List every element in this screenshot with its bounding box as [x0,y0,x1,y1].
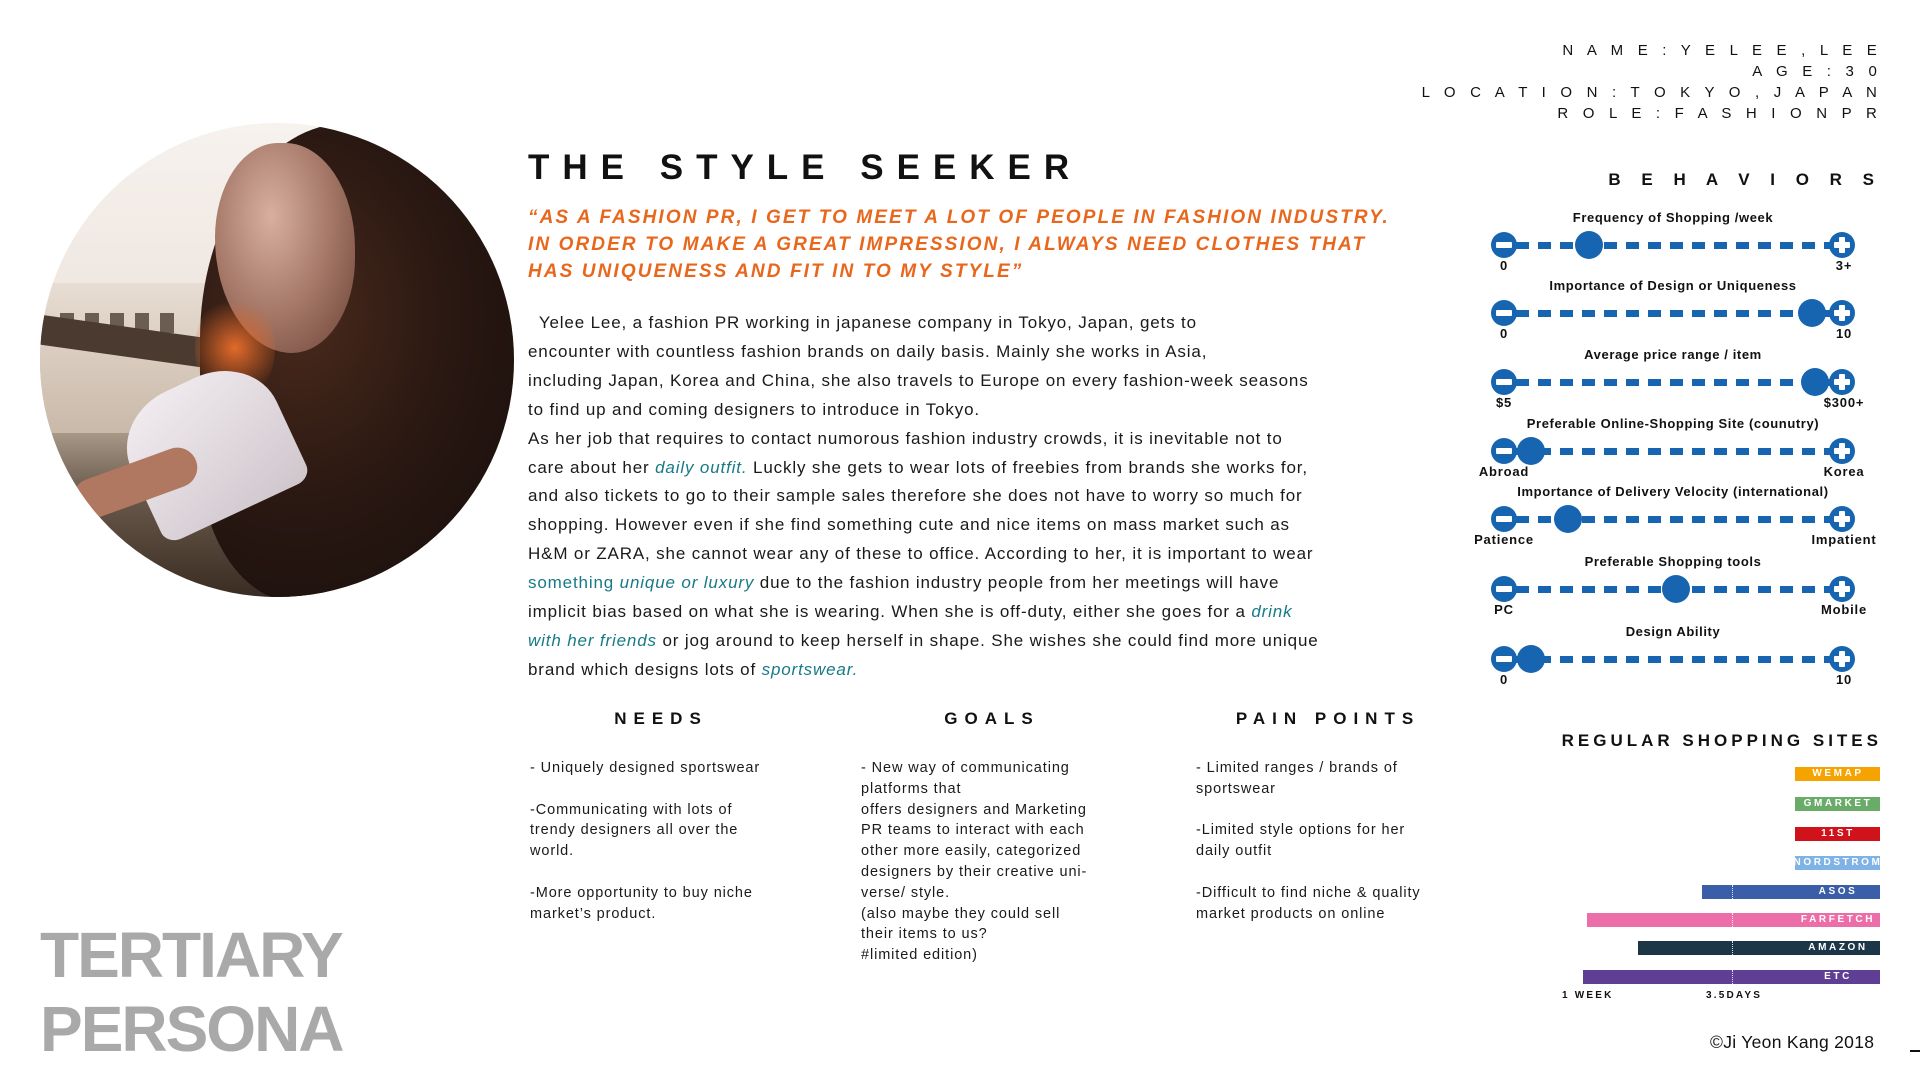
column-line: market products on online [1196,905,1386,922]
page-title: THE STYLE SEEKER [528,148,1083,187]
plus-bar-v [1839,651,1845,667]
bio-text: encounter with countless fashion brands on daily basis. Mainly she works in Asia, [528,341,1208,361]
plus-icon[interactable] [1829,646,1855,672]
column-line: -Communicating with lots of [530,801,733,818]
slider-min-label: 0 [1499,326,1509,341]
column-line: trendy designers all over the [530,822,739,839]
minus-icon[interactable] [1491,300,1517,326]
slider-track[interactable] [1516,242,1830,249]
underscore-mark [1910,1050,1920,1052]
minus-bar [1496,310,1512,316]
slider-knob[interactable] [1517,437,1545,465]
column-line: (also maybe they could sell [861,905,1061,922]
slider-label: Design Ability [1625,624,1721,639]
slider-track[interactable] [1516,448,1830,455]
plus-bar-v [1839,237,1845,253]
quote-line: IN ORDER TO MAKE A GREAT IMPRESSION, I ALWAYS NEED CLOTHES THAT [528,234,1367,255]
column-line: platforms that [861,780,962,797]
plus-icon[interactable] [1829,506,1855,532]
bio-highlight: unique or luxury [619,573,755,593]
quote-line: “AS A FASHION PR, I GET TO MEET A LOT OF PEOPLE IN FASHION INDUSTRY. [528,207,1390,228]
bio-line [528,573,1279,593]
slider-label: Frequency of Shopping /week [1572,210,1774,225]
plus-bar-v [1839,511,1845,527]
bio-highlight: sportswear. [761,659,859,679]
bar-midpoint-divider [1732,941,1733,955]
bio-text: due to the fashion industry people from her meetings will have [754,573,1280,593]
bar-label: ETC [1824,971,1852,982]
bio-text: including Japan, Korea and China, she also travels to Europe on every fashion-week seasons [528,370,1309,390]
slider-max-label: Korea [1823,464,1865,479]
column-line: market’s product. [530,905,657,922]
bio-line [528,631,1319,651]
column-heading-pain-points: PAIN POINTS [1235,709,1421,728]
bar-label: ASOS [1818,886,1858,897]
column-line: their items to us? [861,926,988,943]
persona-tag-line1: TERTIARY [40,919,342,991]
minus-icon[interactable] [1491,438,1517,464]
info-role: R O L E : F A S H I O N P R [1557,105,1882,122]
column-line: offers designers and Marketing [861,801,1087,818]
bio-text: to find up and coming designers to introduce in Tokyo. [528,399,980,419]
minus-bar [1496,516,1512,522]
info-name: N A M E : Y E L E E , L E E [1562,42,1882,59]
minus-icon[interactable] [1491,369,1517,395]
slider-max-label: Mobile [1821,602,1867,617]
slider-min-label: Patience [1474,532,1534,547]
slider-label: Importance of Delivery Velocity (international) [1517,484,1829,499]
bar-label: NORDSTROM [1793,857,1883,868]
plus-icon[interactable] [1829,369,1855,395]
slider-label: Preferable Online-Shopping Site (counutry) [1526,416,1820,431]
slider-max-label: 10 [1835,326,1853,341]
column-line: world. [530,843,575,860]
bio-line [528,313,1197,333]
x-tick-label: 3.5DAYS [1706,990,1763,1001]
bio-line [528,515,1290,535]
slider-min-label: 0 [1499,672,1509,687]
bio-text: and also tickets to go to their sample sales therefore she does not have to worry so much for [528,486,1303,506]
column-line: verse/ style. [861,884,951,901]
bio-line [528,342,1207,362]
minus-bar [1496,379,1512,385]
bio-highlight: drink [1251,602,1293,621]
bio-text: Yelee Lee, a fashion PR working in japanese company in Tokyo, Japan, gets to [528,313,1197,332]
minus-icon[interactable] [1491,232,1517,258]
slider-label: Importance of Design or Uniqueness [1549,278,1797,293]
slider-max-label: Impatient [1811,532,1877,547]
slider-min-label: 0 [1499,258,1509,273]
bio-text: brand which designs lots of [528,659,762,679]
plus-bar-v [1839,581,1845,597]
info-age: A G E : 3 0 [1752,63,1882,80]
bar-midpoint-divider [1732,885,1733,899]
minus-icon[interactable] [1491,506,1517,532]
plus-icon[interactable] [1829,576,1855,602]
slider-knob[interactable] [1801,368,1829,396]
bio-text: or jog around to keep herself in shape. She wishes she could find more unique [656,630,1319,650]
bar-midpoint-divider [1732,970,1733,984]
bio-line [528,429,1283,449]
bio-text: Luckly she gets to wear lots of freebies from brands she works for, [747,457,1308,477]
column-line: sportswear [1196,780,1276,797]
slider-min-label: $5 [1495,395,1513,410]
bio-line [528,486,1303,506]
quote-line: HAS UNIQUENESS AND FIT IN TO MY STYLE” [528,261,1024,282]
column-line: other more easily, categorized [861,843,1082,860]
bio-line [528,660,858,680]
slider-min-label: PC [1494,602,1514,617]
plus-icon[interactable] [1829,438,1855,464]
bio-highlight: with her friends [528,630,657,650]
slider-track[interactable] [1516,310,1830,317]
slider-knob[interactable] [1575,231,1603,259]
minus-bar [1496,656,1512,662]
column-line: - Limited ranges / brands of [1196,760,1398,776]
plus-icon[interactable] [1829,300,1855,326]
persona-photo [40,123,514,597]
column-line: - Uniquely designed sportswear [530,760,761,776]
slider-min-label: Abroad [1478,464,1530,479]
bio-line [528,400,980,420]
bar-label: 11ST [1821,828,1855,839]
column-line: #limited edition) [861,947,978,964]
behaviors-heading: B E H A V I O R S [1608,170,1882,189]
slider-max-label: 10 [1835,672,1853,687]
slider-max-label: 3+ [1835,258,1853,273]
slider-label: Preferable Shopping tools [1584,554,1762,569]
bio-highlight: daily outfit. [655,457,748,477]
slider-label: Average price range / item [1584,347,1762,362]
persona-tag-line2: PERSONA [40,993,343,1065]
shopping-sites-heading: REGULAR SHOPPING SITES [1561,731,1882,750]
plus-bar-v [1839,374,1845,390]
bio-text: As her job that requires to contact numorous fashion industry crowds, it is inevitable not to [528,428,1283,448]
minus-icon[interactable] [1491,646,1517,672]
bio-text: shopping. However even if she find something cute and nice items on mass market such as [528,515,1290,535]
bar-label: AMAZON [1808,942,1868,953]
minus-bar [1496,586,1512,592]
bar-label: FARFETCH [1800,914,1876,925]
minus-icon[interactable] [1491,576,1517,602]
slider-knob[interactable] [1662,575,1690,603]
bio-text: care about her [528,457,656,477]
bio-highlight: something [528,573,620,593]
bio-line [528,602,1292,622]
minus-bar [1496,242,1512,248]
minus-bar [1496,448,1512,454]
bio-text: H&M or ZARA, she cannot wear any of these to office. According to her, it is important to wear [528,544,1314,564]
column-heading-goals: GOALS [944,709,1040,728]
slider-knob[interactable] [1798,299,1826,327]
bar-label: GMARKET [1803,798,1873,809]
bar-label: WEMAP [1812,768,1864,779]
column-line: designers by their creative uni- [861,864,1088,880]
bio-line [528,458,1308,478]
column-line: PR teams to interact with each [861,822,1085,839]
copyright: ©Ji Yeon Kang 2018 [1710,1032,1875,1052]
info-location: L O C A T I O N : T O K Y O , J A P A N [1421,84,1882,101]
plus-bar-v [1839,305,1845,321]
bio-line [528,371,1309,391]
slider-knob[interactable] [1517,645,1545,673]
bio-text: implicit bias based on what she is wearing. When she is off-duty, either she goes for a [528,602,1252,621]
column-line: - New way of communicating [861,760,1070,776]
column-heading-needs: NEEDS [614,709,708,728]
column-line: daily outfit [1196,843,1273,860]
slider-track[interactable] [1516,379,1830,386]
slider-max-label: $300+ [1823,395,1865,410]
bar-midpoint-divider [1732,913,1733,927]
plus-icon[interactable] [1829,232,1855,258]
slider-knob[interactable] [1554,505,1582,533]
x-tick-label: 1 WEEK [1562,990,1614,1001]
column-line: -Limited style options for her [1196,822,1406,839]
column-line: -Difficult to find niche & quality [1196,884,1421,901]
slider-track[interactable] [1516,656,1830,663]
bio-line [528,544,1313,564]
column-line: -More opportunity to buy niche [530,884,753,901]
persona-tag [40,918,343,1066]
plus-bar-v [1839,443,1845,459]
